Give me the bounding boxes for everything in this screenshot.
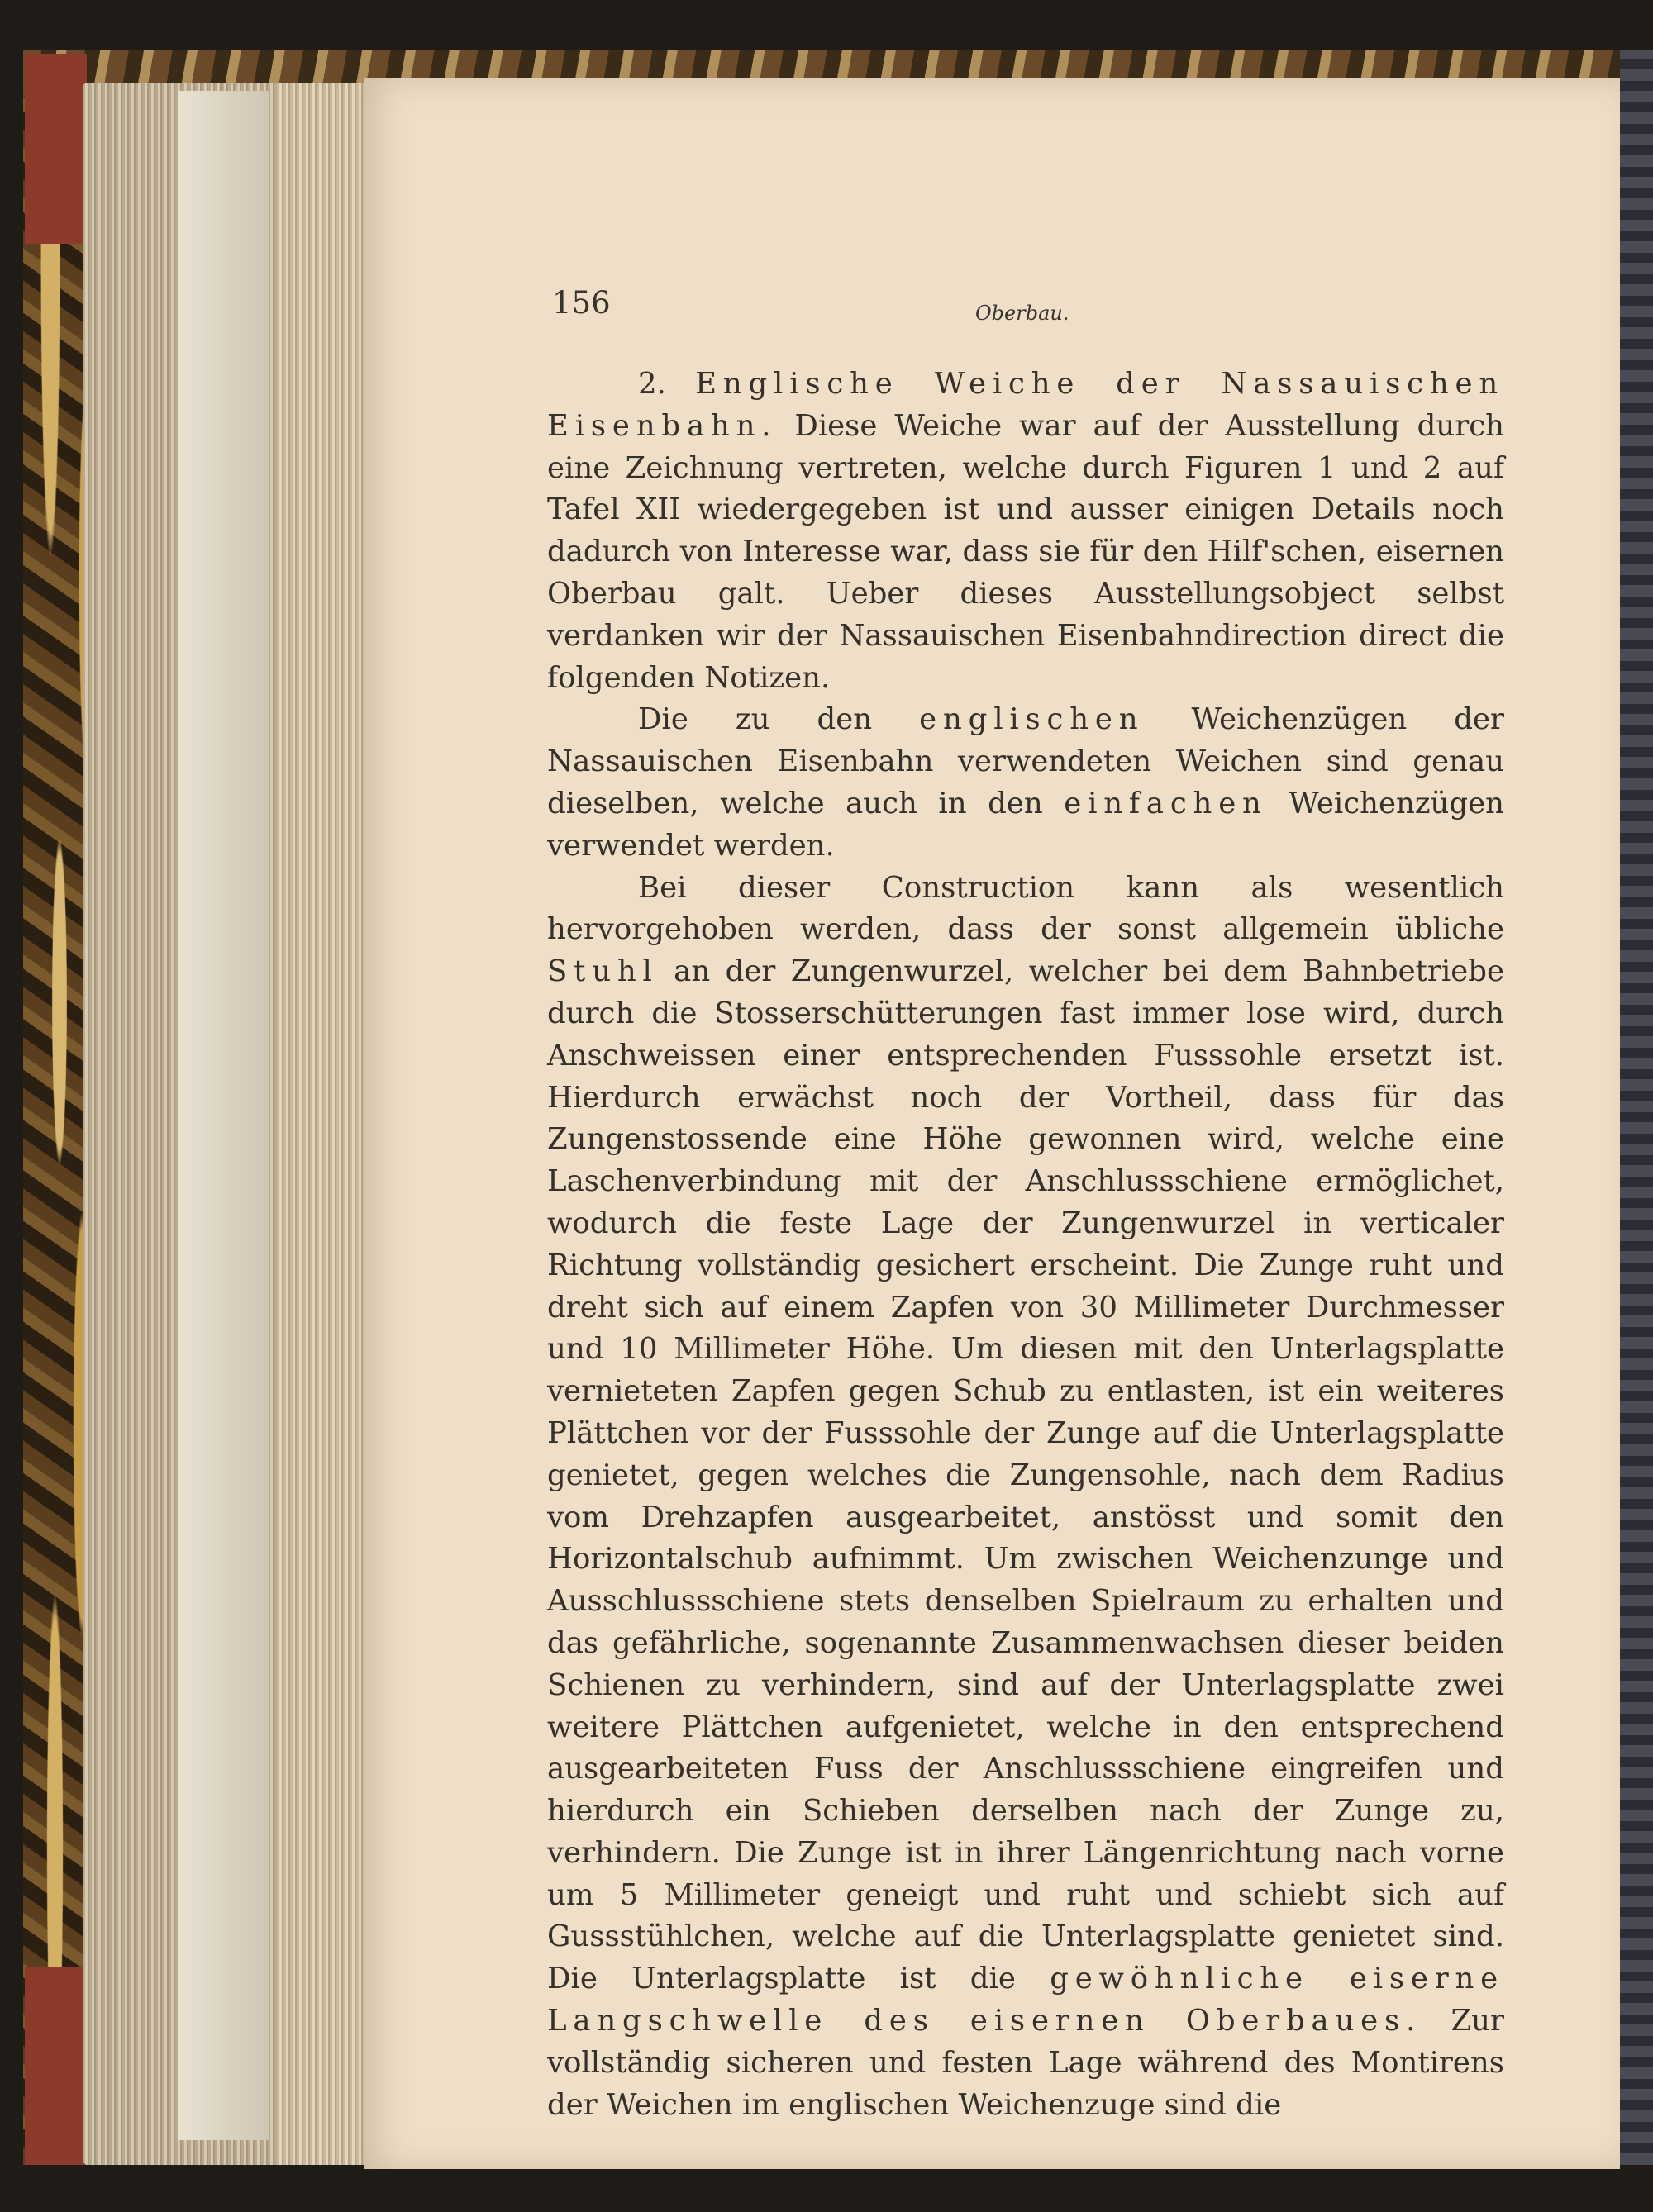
section-heading-spaced: Englische Weiche der Nassauischen Eisenbahn. [547, 367, 1504, 443]
spaced-emphasis: einfachen [1064, 786, 1268, 821]
paragraph-text: Weichenzügen der Nassauischen Eisenbahn verwendeten Weichen sind genau dieselben, welche auch in den [547, 702, 1504, 821]
paragraph-text: Weichenzügen verwendet werden. [547, 786, 1504, 863]
paragraph-1 [547, 364, 1504, 699]
spaced-emphasis: gewöhnliche eiserne Langschwelle des eisernen Oberbaues. [547, 1962, 1504, 2038]
paragraph-text: Bei dieser Construction kann als wesentlich hervorgehoben werden, dass der sonst allgemein übliche [547, 870, 1504, 947]
paragraph-2 [547, 699, 1504, 867]
spaced-emphasis: Stuhl [547, 954, 659, 989]
paragraph-text: an der Zungenwurzel, welcher bei dem Bahnbetriebe durch die Stosserschütterungen fast immer lose wird, durch Anschweissen einer entsprechenden Fusssohle ersetzt ist. Hierdurch erwächst noch der Vortheil, dass für das Zungenstossende eine Höhe gewonnen wird, welche eine Laschenverbindung mit der Anschlussschiene ermöglichet, wodurch die feste Lage der Zungenwurzel in verticaler Richtung vollständig gesichert erscheint. Die Zunge ruht und dreht sich auf einem Zapfen von 30 Millimeter Durchmesser und 10 Millimeter Höhe. Um diesen mit den Unterlagsplatte vernieteten Zapfen gegen Schub zu entlasten, ist ein weiteres Plättchen vor der Fusssohle der Zunge auf die Unterlagsplatte genietet, gegen welches die Zungensohle, nach dem Radius vom Drehzapfen ausgearbeitet, anstösst und somit den Horizontalschub aufnimmt. Um zwischen Weichenzunge und Ausschlussschiene stets denselben Spielraum zu erhalten und das gefährliche, sogenannte Zusammenwachsen dieser beiden Schienen zu verhindern, sind auf der Unterlagsplatte zwei weitere Plättchen aufgenietet, welche in den entsprechend ausgearbeiteten Fuss der Anschlussschiene eingreifen und hierdurch ein Schieben derselben nach der Zunge zu, verhindern. Die Zunge ist in ihrer Längenrichtung nach vorne um 5 Millimeter geneigt und ruht und schiebt sich auf Gussstühlchen, welche auf die Unterlagsplatte genietet sind. Die Unterlagsplatte ist die [547, 954, 1504, 1996]
gutter-page-edges [277, 83, 368, 2165]
leather-corner-top [25, 54, 87, 244]
leather-corner-bottom [25, 1967, 87, 2165]
spaced-emphasis: englischen [919, 702, 1145, 737]
paragraph-3 [547, 868, 1504, 2127]
facing-blank-page [178, 91, 269, 2140]
running-head: Oberbau. [975, 302, 1069, 325]
body-text [547, 364, 1504, 2126]
page-number: 156 [552, 285, 611, 321]
page-header [552, 285, 1089, 335]
paragraph-text: Zur vollständig sicheren und festen Lage während des Montirens der Weichen im englischen Weichenzuge sind die [547, 2004, 1504, 2122]
section-number: 2. [638, 367, 666, 401]
cover-right-edge [1620, 50, 1653, 2165]
paragraph-text: Diese Weiche war auf der Ausstellung durch eine Zeichnung vertreten, welche durch Figuren 1 und 2 auf Tafel XII wiedergegeben ist und ausser einigen Details noch dadurch von Interesse war, dass sie für den Hilf'schen, eisernen Oberbau galt. Ueber dieses Ausstellungsobject selbst verdanken wir der Nassauischen Eisenbahndirection direct die folgenden Notizen. [547, 408, 1504, 695]
paragraph-text: Die zu den [638, 702, 873, 737]
